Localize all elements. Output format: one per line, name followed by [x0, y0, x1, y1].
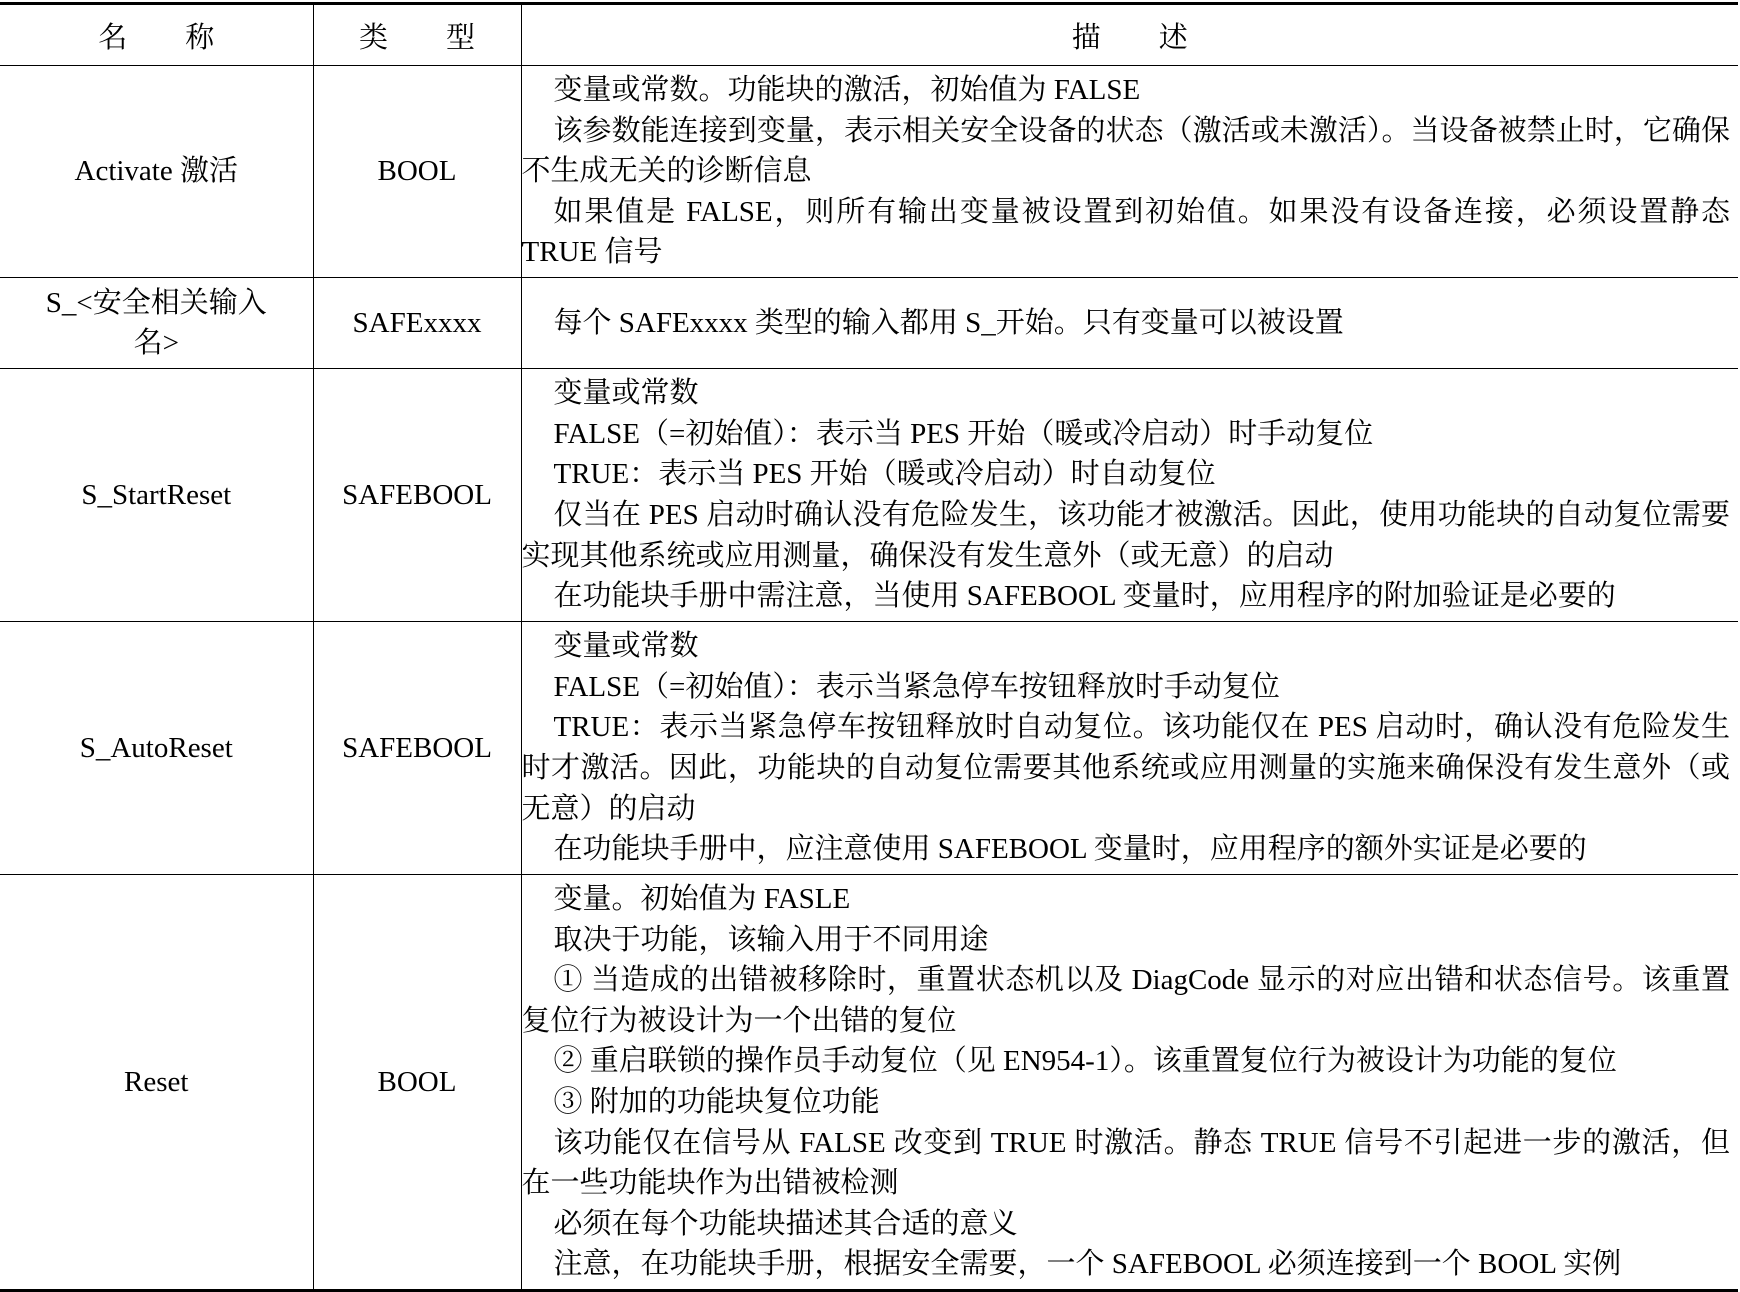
description-line: ② 重启联锁的操作员手动复位（见 EN954-1）。该重置复位行为被设计为功能的复位: [553, 1045, 1617, 1078]
cell-description: [521, 874, 1738, 1290]
description-line: TRUE：表示当 PES 开始（暖或冷启动）时自动复位: [553, 458, 1216, 491]
description-line: TRUE：表示当紧急停车按钮释放时自动复位。该功能仅在 PES 启动时，确认没有危险发生时才激活。因此，功能块的自动复位需要其他系统或应用测量的实施来确保没有发生意外（或无意）的启动: [521, 711, 1730, 825]
description-line: 必须在每个功能块描述其合适的意义: [553, 1207, 1018, 1240]
cell-description: [521, 368, 1738, 621]
cell-description: [521, 66, 1738, 278]
description-line: 注意，在功能块手册，根据安全需要，一个 SAFEBOOL 必须连接到一个 BOOL 实例: [553, 1248, 1622, 1281]
description-line: 取决于功能，该输入用于不同用途: [553, 923, 989, 956]
table-row: [0, 874, 1738, 1290]
header-type: 类 型: [313, 4, 521, 66]
description-line: FALSE（=初始值）：表示当 PES 开始（暖或冷启动）时手动复位: [553, 417, 1374, 450]
description-line: 在功能块手册中需注意，当使用 SAFEBOOL 变量时，应用程序的附加验证是必要的: [553, 580, 1616, 613]
description-line: 变量或常数: [553, 377, 699, 410]
description-line: 每个 SAFExxxx 类型的输入都用 S_开始。只有变量可以被设置: [553, 306, 1344, 339]
cell-description: [521, 277, 1738, 368]
parameter-table: [0, 2, 1738, 1292]
table-header-row: [0, 4, 1738, 66]
cell-name: Activate 激活: [0, 66, 313, 278]
cell-type: SAFEBOOL: [313, 368, 521, 621]
cell-name: Reset: [0, 874, 313, 1290]
table-row: [0, 621, 1738, 874]
table-row: [0, 66, 1738, 278]
cell-name: [0, 277, 313, 368]
table-row: [0, 277, 1738, 368]
header-description: 描 述: [521, 4, 1738, 66]
description-line: 变量或常数: [553, 630, 699, 663]
cell-name-text: S_<安全相关输入名>: [45, 286, 267, 359]
description-line: 变量。初始值为 FASLE: [553, 883, 851, 915]
description-line: ① 当造成的出错被移除时，重置状态机以及 DiagCode 显示的对应出错和状态信号。该重置复位行为被设计为一个出错的复位: [521, 964, 1730, 1037]
description-line: 变量或常数。功能块的激活，初始值为 FALSE: [553, 74, 1141, 106]
description-line: 该功能仅在信号从 FALSE 改变到 TRUE 时激活。静态 TRUE 信号不引起进一步的激活，但在一些功能块作为出错被检测: [521, 1126, 1730, 1200]
cell-type: SAFEBOOL: [313, 621, 521, 874]
table-row: [0, 368, 1738, 621]
description-line: 如果值是 FALSE，则所有输出变量被设置到初始值。如果没有设备连接，必须设置静态 TRUE 信号: [521, 195, 1730, 269]
cell-name: S_AutoReset: [0, 621, 313, 874]
description-line: ③ 附加的功能块复位功能: [553, 1085, 880, 1118]
cell-description: [521, 621, 1738, 874]
description-line: FALSE（=初始值）：表示当紧急停车按钮释放时手动复位: [553, 670, 1280, 703]
cell-type: SAFExxxx: [313, 277, 521, 368]
header-name: 名 称: [0, 4, 313, 66]
description-line: 仅当在 PES 启动时确认没有危险发生，该功能才被激活。因此，使用功能块的自动复位需要实现其他系统或应用测量，确保没有发生意外（或无意）的启动: [521, 498, 1730, 572]
description-line: 该参数能连接到变量，表示相关安全设备的状态（激活或未激活）。当设备被禁止时，它确保不生成无关的诊断信息: [521, 114, 1730, 188]
cell-type: BOOL: [313, 66, 521, 278]
description-line: 在功能块手册中，应注意使用 SAFEBOOL 变量时，应用程序的额外实证是必要的: [553, 833, 1587, 866]
cell-name: S_StartReset: [0, 368, 313, 621]
cell-type: BOOL: [313, 874, 521, 1290]
